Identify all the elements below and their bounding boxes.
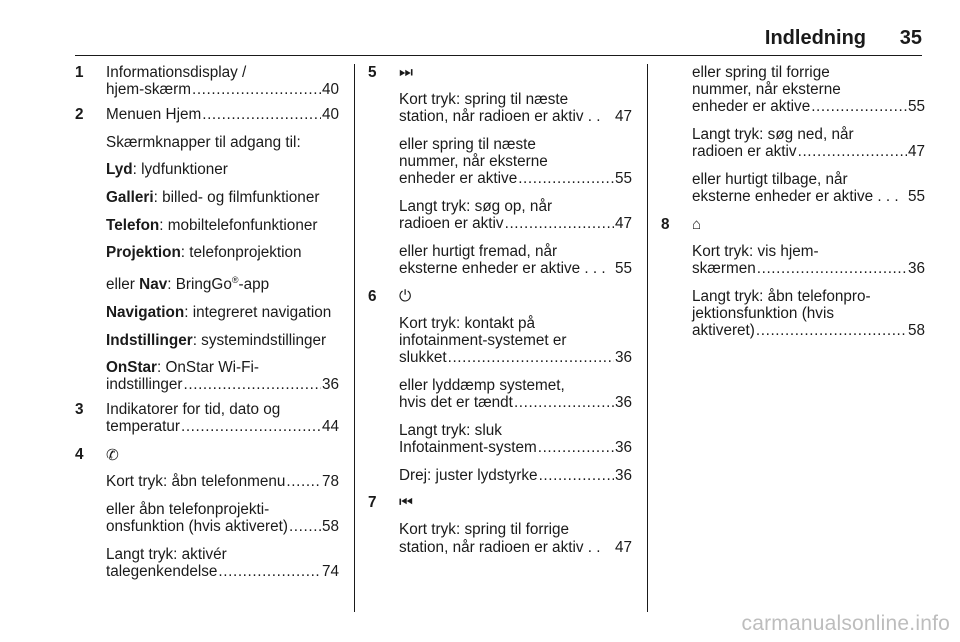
toc-entry: radioen er aktiv ..... 47	[399, 215, 632, 232]
page-ref: 36	[614, 439, 632, 457]
page-ref: 40	[321, 105, 339, 123]
toc-entry: skærmen ..... 36	[692, 260, 925, 277]
home-icon: ⌂	[692, 215, 702, 233]
toc-entry: hvis det er tændt ..... 36	[399, 394, 632, 411]
page-ref: 36	[614, 349, 632, 367]
toc-entry: indstillinger ..... 36	[106, 376, 339, 393]
page-title: Indledning	[764, 27, 866, 49]
page-ref: 58	[321, 517, 339, 535]
phone-icon: ✆	[106, 447, 119, 465]
page-ref: 47	[614, 215, 632, 233]
page-ref: 40	[321, 81, 339, 99]
column-2	[368, 64, 632, 566]
item-number: 7	[368, 494, 377, 512]
item-number: 8	[661, 215, 670, 233]
column-3	[661, 64, 925, 350]
toc-entry: Drej: juster lydstyrke ..... 36	[399, 467, 632, 484]
power-icon: ⏻	[399, 287, 412, 305]
toc-entry: temperatur ..... 44	[106, 418, 339, 435]
page-ref: 36	[614, 394, 632, 412]
page-ref: 55	[907, 188, 925, 206]
toc-entry: aktiveret) ..... 58	[692, 322, 925, 339]
skip-back-icon: ⏮	[399, 494, 413, 512]
page-ref: 44	[321, 418, 339, 436]
list-item-8: 8 ⌂ Kort tryk: vis hjem- skærmen ..... 36 Langt tryk: åbn telefonpro- jektionsfunktion (hvis aktiveret) ..... 58	[661, 216, 925, 340]
watermark: carmanualsonline.info	[741, 612, 950, 635]
skip-forward-icon: ⏭	[399, 64, 413, 81]
toc-entry: Infotainment-system ..... 36	[399, 439, 632, 456]
item-number: 4	[75, 446, 84, 464]
page-ref: 78	[321, 473, 339, 491]
toc-entry: slukket ..... 36	[399, 349, 632, 366]
list-item-6: 6 ⏻ Kort tryk: kontakt på infotainment-systemet er slukket ..... 36 eller lyddæmp systemet, hvis det er tændt ..... 36 Langt tryk: sluk Infotainment-system ..... 36 Drej: juster lydstyrke ..... 36	[368, 288, 632, 484]
toc-entry: enheder er aktive ..... 55	[692, 98, 925, 115]
toc-entry: station, når radioen er aktiv . . 47	[399, 538, 632, 556]
toc-entry: Kort tryk: åbn telefonmenu ..... 78	[106, 473, 339, 490]
list-item-1: 1 Informationsdisplay / hjem-skærm ..... 40	[75, 64, 339, 98]
list-item-7-continued: eller spring til forrige nummer, når eksterne enheder er aktive ..... 55 Langt tryk: søg ned, når radioen er aktiv ..... 47 eller hurtigt tilbage, når eksterne enheder er aktive . . . 55	[661, 64, 925, 205]
list-item-3: 3 Indikatorer for tid, dato og temperatur ..... 44	[75, 401, 339, 435]
toc-entry: Menuen Hjem ..... 40	[106, 106, 339, 123]
item-number: 1	[75, 64, 84, 81]
item-number: 2	[75, 105, 84, 123]
page-number: 35	[899, 27, 922, 49]
page-ref: 47	[614, 538, 632, 556]
item-number: 6	[368, 287, 377, 305]
page-ref: 58	[907, 322, 925, 340]
column-divider	[354, 64, 355, 612]
toc-entry: onsfunktion (hvis aktiveret) ..... 58	[106, 518, 339, 535]
page-ref: 36	[321, 376, 339, 394]
page-header	[75, 27, 922, 56]
item-number: 5	[368, 64, 377, 81]
column-1	[75, 64, 339, 591]
toc-entry: eksterne enheder er aktive . . . 55	[399, 260, 632, 278]
column-divider	[647, 64, 648, 612]
page-ref: 36	[614, 466, 632, 484]
page-ref: 74	[321, 562, 339, 580]
page-ref: 47	[907, 143, 925, 161]
list-item-5: 5 ⏭ Kort tryk: spring til næste station, når radioen er aktiv . . 47 eller spring til næste nummer, når eksterne enheder er aktive ..... 55 Langt tryk: søg op, når radioen er aktiv ..... 47 eller hurtigt fremad, når eksterne enheder er aktive . . . 55	[368, 64, 632, 277]
page-ref: 55	[907, 98, 925, 116]
toc-entry: station, når radioen er aktiv . . 47	[399, 108, 632, 126]
page-ref: 55	[614, 170, 632, 188]
page-ref: 36	[907, 260, 925, 278]
toc-entry: hjem-skærm ..... 40	[106, 81, 339, 98]
toc-entry: talegenkendelse ..... 74	[106, 563, 339, 580]
list-item-2: 2 Menuen Hjem ..... 40 Skærmknapper til adgang til: Lyd: lydfunktioner Galleri: billed- og filmfunktioner Telefon: mobiltelefonfunktioner Projektion: telefonprojektion eller Nav: BringGo®-app Navigation: integreret navigation Indstillinger: systemindstillinger OnStar: OnStar Wi-Fi- indstillinger ..... 36	[75, 106, 339, 394]
page-ref: 47	[614, 108, 632, 126]
item-number: 3	[75, 401, 84, 419]
list-item-7: 7 ⏮ Kort tryk: spring til forrige station, når radioen er aktiv . . 47	[368, 494, 632, 556]
toc-entry: eksterne enheder er aktive . . . 55	[692, 188, 925, 206]
page-ref: 55	[614, 260, 632, 278]
toc-entry: radioen er aktiv ..... 47	[692, 143, 925, 160]
list-item-4: 4 ✆ Kort tryk: åbn telefonmenu ..... 78 eller åbn telefonprojekti- onsfunktion (hvis aktiveret) ..... 58 Langt tryk: aktivér talegenkendelse ..... 74	[75, 446, 339, 580]
toc-entry: enheder er aktive ..... 55	[399, 170, 632, 187]
